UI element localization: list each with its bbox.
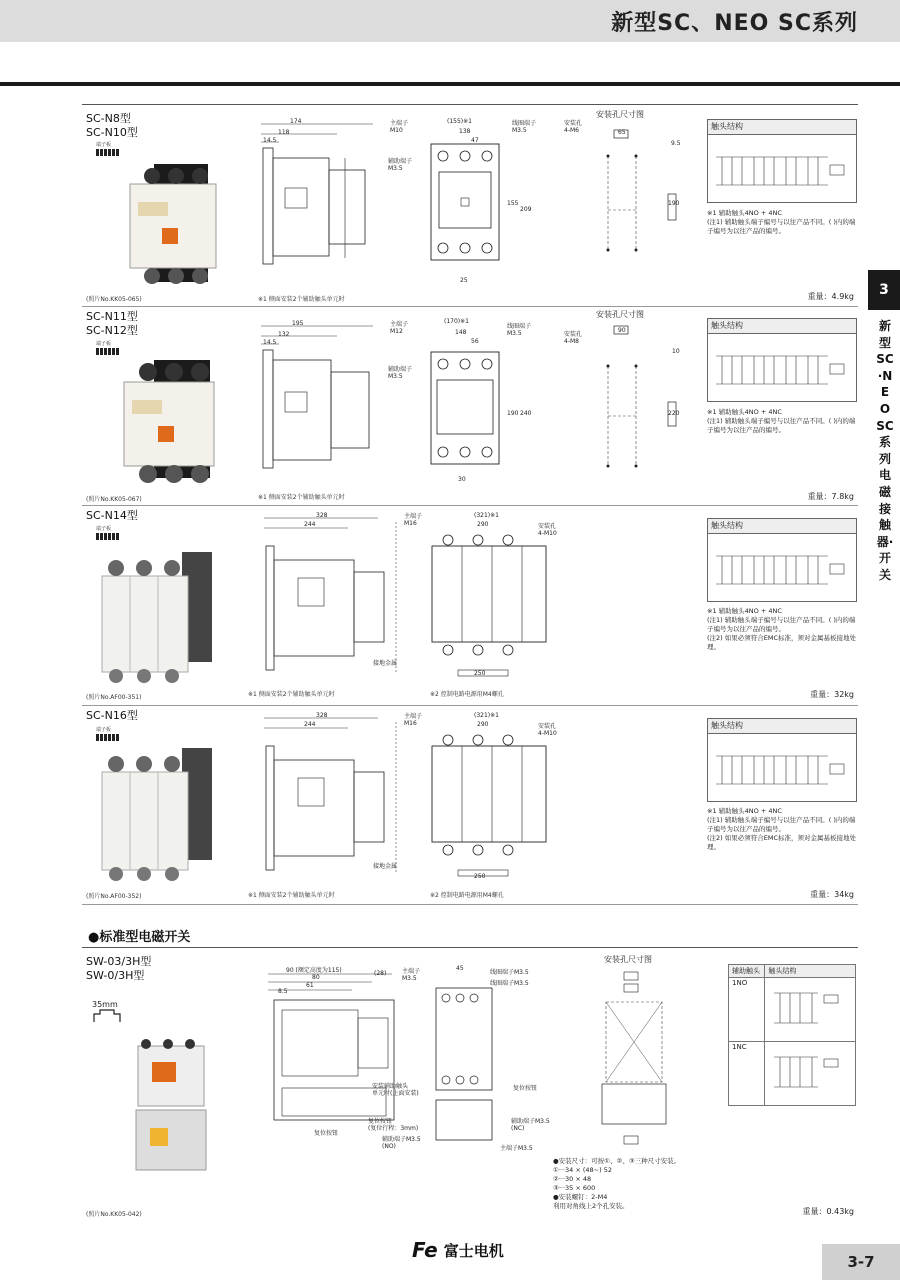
section-divider xyxy=(82,104,858,105)
dim-label: 90 xyxy=(618,327,626,334)
photo-number: (照片No.KK05-065) xyxy=(86,296,142,303)
dim-label: (170)※1 xyxy=(444,318,469,325)
main-terminal-label: 主端子 M3.5 xyxy=(402,968,421,982)
terminal-legend-label: 端子板 xyxy=(96,341,112,347)
dim-label: 138 xyxy=(459,128,471,135)
contact-schematic xyxy=(708,734,854,800)
mount-hole-label: 安装孔 4-M10 xyxy=(538,723,557,737)
dim-label: 240 xyxy=(520,410,532,417)
dim-label: 25 xyxy=(460,277,468,284)
dim-label: 45 xyxy=(456,965,464,972)
fuji-logo-icon: Fe xyxy=(412,1238,438,1262)
switch-contact-table xyxy=(728,964,856,1106)
mount-hole-label: 安装孔 4-M10 xyxy=(538,523,557,537)
dim-label: (155)※1 xyxy=(447,118,472,125)
aux-unit-label: 安装辅助触头 单元时(上面安装) xyxy=(372,1083,419,1097)
terminal-legend xyxy=(96,141,119,156)
note-z1: (注1) 辅助触头端子编号与以往产品不同。( )内的端子编号为以往产品的编号。 xyxy=(707,816,856,833)
contact-structure-box xyxy=(707,318,857,402)
brand-logo xyxy=(412,1238,504,1262)
model-name: SC-N11型 xyxy=(86,310,138,323)
dim-label: 290 xyxy=(477,521,489,528)
note-z2: (注2) 如果必须符合EMC标准，须对金属基板接地处理。 xyxy=(707,634,857,651)
aux-terminal-label: 辅助端子 M3.5 xyxy=(388,158,413,172)
contactor-photo xyxy=(98,546,218,686)
section-heading: ●标准型电磁开关 xyxy=(88,930,191,945)
table-header: 辅助触头 xyxy=(729,965,765,978)
dim-label: 250 xyxy=(474,873,486,880)
contact-structure-box xyxy=(707,718,857,802)
note-line: ●安装螺钉：2-M4 xyxy=(553,1193,608,1201)
contact-structure-title: 触头结构 xyxy=(708,719,856,734)
dim-label: 14.5 xyxy=(263,137,277,144)
coil-terminal-label: 线圈端子M3.5 xyxy=(490,969,529,976)
dim-label: 209 xyxy=(520,206,532,213)
contact-schematic xyxy=(708,534,854,600)
photo-number: (照片No.AF00-351) xyxy=(86,694,142,701)
reset-label: 复位按钮 xyxy=(314,1130,339,1137)
dim-label: (321)※1 xyxy=(474,512,499,519)
model-name: SW-03/3H型 xyxy=(86,955,152,968)
ctrl-note: ※2 控制电路电源用M4螺孔 xyxy=(430,691,504,698)
reset-stroke-label: 复位按钮 (复位行程：3mm) xyxy=(368,1118,419,1132)
contact-schematic xyxy=(765,1042,856,1106)
aux-terminal-label: 辅助端子 M3.5 xyxy=(388,366,413,380)
note-z1: (注1) 辅助触头端子编号与以往产品不同。( )内的端子编号为以往产品的编号。 xyxy=(707,218,856,235)
main-terminal-label: 主端子 M12 xyxy=(390,321,409,335)
mount-hole-label: 安装孔 4-M8 xyxy=(564,331,583,345)
dim-label: 195 xyxy=(292,320,304,327)
switch-mount-drawing xyxy=(578,966,688,1156)
dim-label: 14.5 xyxy=(263,339,277,346)
main-terminal-label: 主端子 M16 xyxy=(404,513,423,527)
dim-label: 155 xyxy=(507,200,519,207)
model-name: SC-N14型 xyxy=(86,509,138,522)
switch-photo xyxy=(128,1038,218,1178)
contactor-photo xyxy=(118,358,222,488)
note-line: ●安装尺寸：可按①、②、③三种尺寸安装。 xyxy=(553,1157,681,1165)
ctrl-note: ※2 控制电路电源用M4螺孔 xyxy=(430,892,504,899)
dim-label: 220 xyxy=(668,410,680,417)
dim-label: (28) xyxy=(374,970,387,977)
contact-structure-box xyxy=(707,119,857,203)
note-aux: ※1 辅助触头4NO + 4NC xyxy=(707,607,782,615)
dim-label: 174 xyxy=(290,118,302,125)
contact-structure-title: 触头结构 xyxy=(708,519,856,534)
mount-title: 安装孔尺寸图 xyxy=(596,110,644,119)
note-aux: ※1 辅助触头4NO + 4NC xyxy=(707,807,782,815)
reset-button-label: 复位按钮 xyxy=(513,1085,538,1092)
dim-label: 244 xyxy=(304,521,316,528)
contact-notes xyxy=(707,607,857,652)
dim-label: 80 xyxy=(312,974,320,981)
dim-label: 328 xyxy=(316,512,328,519)
side-aux-note: ※1 侧面安装2个辅助触头单元时 xyxy=(258,494,345,501)
dim-label: 56 xyxy=(471,338,479,345)
section-divider xyxy=(82,947,858,948)
dim-label: 244 xyxy=(304,721,316,728)
switch-front-view xyxy=(428,980,508,1160)
din-rail-icon xyxy=(92,1008,122,1028)
ground-label: 接地金属 xyxy=(373,863,398,870)
weight: 重量：7.8kg xyxy=(807,492,854,501)
side-view-drawing xyxy=(258,512,403,682)
front-view-drawing xyxy=(418,732,558,882)
terminal-legend xyxy=(96,525,119,540)
contact-notes xyxy=(707,408,857,435)
contact-schematic xyxy=(765,978,856,1042)
dim-label: (321)※1 xyxy=(474,712,499,719)
weight: 重量：4.9kg xyxy=(807,292,854,301)
note-aux: ※1 辅助触头4NO + 4NC xyxy=(707,408,782,416)
rail-width-label: 35mm xyxy=(92,1000,118,1009)
coil-terminal-label: 线圈端子 M3.5 xyxy=(507,323,532,337)
weight: 重量：32kg xyxy=(810,690,854,699)
front-view-drawing xyxy=(418,532,558,662)
dim-label: 190 xyxy=(507,410,519,417)
chapter-vertical-title: 新型SC·NEO SC系列电磁接触器·开关 xyxy=(876,319,894,582)
ground-label: 接地金属 xyxy=(373,660,398,667)
aux-nc-label: 辅助端子M3.5 (NC) xyxy=(511,1118,550,1132)
note-line: ①···34 × (48~) 52 xyxy=(553,1166,613,1174)
note-line: ②···30 × 48 xyxy=(553,1175,592,1183)
aux-no-label: 辅助端子M3.5 (NO) xyxy=(382,1136,421,1150)
side-aux-note: ※1 侧面安装2个辅助触头单元时 xyxy=(258,296,345,303)
note-z2: (注2) 如果必须符合EMC标准，须对金属基板接地处理。 xyxy=(707,834,857,851)
table-header: 触头结构 xyxy=(765,965,856,978)
section-divider xyxy=(82,904,858,905)
terminal-legend-label: 端子板 xyxy=(96,727,112,733)
dim-label: 65 xyxy=(618,129,626,136)
table-cell: 1NO xyxy=(729,978,765,1042)
coil-terminal-label: 线圈端子 M3.5 xyxy=(512,120,537,134)
section-divider xyxy=(82,705,858,706)
photo-number: (照片No.AF00-352) xyxy=(86,893,142,900)
side-aux-note: ※1 侧面安装2个辅助触头单元时 xyxy=(248,892,335,899)
page-number: 3-7 xyxy=(822,1244,900,1280)
section-divider xyxy=(82,306,858,307)
contact-notes xyxy=(707,807,857,852)
contact-structure-title: 触头结构 xyxy=(708,120,856,135)
mount-notes xyxy=(553,1157,680,1211)
page-header-band xyxy=(0,0,900,42)
dim-label: 328 xyxy=(316,712,328,719)
note-aux: ※1 辅助触头4NO + 4NC xyxy=(707,209,782,217)
dim-label: 148 xyxy=(455,329,467,336)
main-terminal-label: 主端子 M10 xyxy=(390,120,409,134)
front-view-drawing xyxy=(425,348,505,473)
main-terminal-label: 主端子 M16 xyxy=(404,713,423,727)
contactor-photo xyxy=(122,162,222,292)
terminal-legend-label: 端子板 xyxy=(96,142,112,148)
weight: 重量：34kg xyxy=(810,890,854,899)
terminal-legend-label: 端子板 xyxy=(96,526,112,532)
model-name: SC-N8型 xyxy=(86,112,131,125)
terminal-legend xyxy=(96,726,119,741)
contact-schematic xyxy=(708,334,854,400)
dim-label: 10 xyxy=(672,348,680,355)
mount-title: 安装孔尺寸图 xyxy=(596,310,644,319)
dim-label: 190 xyxy=(668,200,680,207)
dim-label: 250 xyxy=(474,670,486,677)
contact-structure-box xyxy=(707,518,857,602)
section-divider xyxy=(82,505,858,506)
photo-number: (照片No.KK05-067) xyxy=(86,496,142,503)
model-name: SC-N16型 xyxy=(86,709,138,722)
model-name: SW-0/3H型 xyxy=(86,969,145,982)
terminal-legend xyxy=(96,340,119,355)
dim-label: 30 xyxy=(458,476,466,483)
table-cell: 1NC xyxy=(729,1042,765,1106)
dim-label: 61 xyxy=(306,982,314,989)
dim-label: 90 (额定高度为115) xyxy=(286,967,342,974)
contact-notes xyxy=(707,209,857,236)
coil-terminal-label: 线圈端子M3.5 xyxy=(490,980,529,987)
note-z1: (注1) 辅助触头端子编号与以往产品不同。( )内的端子编号为以往产品的编号。 xyxy=(707,616,856,633)
dim-label: 118 xyxy=(278,129,290,136)
dim-label: 290 xyxy=(477,721,489,728)
front-view-drawing xyxy=(425,140,505,270)
contact-structure-title: 触头结构 xyxy=(708,319,856,334)
weight: 重量：0.43kg xyxy=(802,1207,854,1216)
header-rule xyxy=(0,82,900,86)
main-terminal-label: 主端子M3.5 xyxy=(500,1145,533,1152)
contact-schematic xyxy=(708,135,854,201)
dim-label: 132 xyxy=(278,331,290,338)
photo-number: (照片No.KK05-042) xyxy=(86,1211,142,1218)
brand-name: 富士电机 xyxy=(443,1241,504,1260)
page-title: 新型SC、NEO SC系列 xyxy=(611,11,858,36)
model-name: SC-N12型 xyxy=(86,324,138,337)
note-z1: (注1) 辅助触头端子编号与以往产品不同。( )内的端子编号为以往产品的编号。 xyxy=(707,417,856,434)
side-aux-note: ※1 侧面安装2个辅助触头单元时 xyxy=(248,691,335,698)
mount-title: 安装孔尺寸图 xyxy=(604,955,652,964)
chapter-number-tab: 3 xyxy=(868,270,900,310)
mount-hole-label: 安装孔 4-M6 xyxy=(564,120,583,134)
note-line: ③···35 × 600 xyxy=(553,1184,596,1192)
note-line: 利用对角线上2个孔安装。 xyxy=(553,1202,629,1210)
model-name: SC-N10型 xyxy=(86,126,138,139)
dim-label: 47 xyxy=(471,137,479,144)
dim-label: 8.5 xyxy=(278,988,288,995)
contactor-photo xyxy=(98,742,218,882)
dim-label: 9.5 xyxy=(671,140,681,147)
side-view-drawing xyxy=(258,712,403,882)
